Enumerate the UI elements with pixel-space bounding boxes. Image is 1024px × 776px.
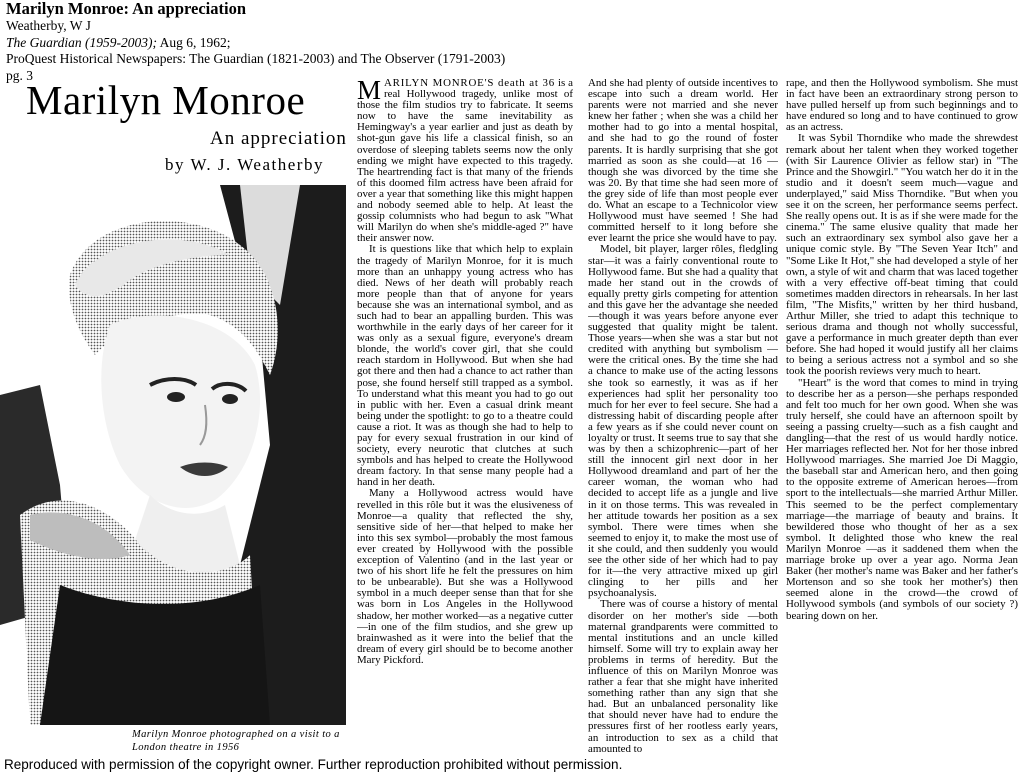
column-2-para-3: There was of course a history of mental disorder on her mother's side —both maternal grandparents were committed to mental institutions and an uncle killed himself. Some will try to explain away her problems in terms of heredity. But the influence of this on Marilyn Monroe was rather a fear that she might have inherited something rather than any sign that she had. But an unbalanced personality like that should never have had to endure the pressures first of her rootless early years, an introduction to sex as a child that amounted to <box>588 598 778 754</box>
article-title: Marilyn Monroe <box>26 77 306 123</box>
column-2-para-2: Model, bit player, larger rôles, fledgling star—it was a fairly conventional route to Hollywood fame. But she had a quality that made her stand out in the crowds of equally pretty girls competing for attention and this gave her the advantage she needed—though it was years before anyone ever suggested that quality might be talent. Those years—when she was a star but not credited with anything but symbolism —were the critical ones. By the time she had a chance to make use of the acting lessons she took so earnestly, it was as if her experiences had split her personality too much for her ever to feel secure. She had a distressing habit of discarding people after a few years as if she could never count on loyalty or trust. It seems true to say that she was by then a schizophrenic—part of her still the innocent girl next door in her Hollywood dreamland and part of her the career woman, the woman who had decided to accept life as a jungle and live in it on those terms. This was revealed in her attitude towards her position as a sex symbol. There were times when she seemed to enjoy it, to make the most use of it she could, and then suddenly you would see the other side of her which had to pay for it—the very attractive mixed up girl clinging to her pills and her psychoanalysis. <box>588 243 778 600</box>
column-3-para-3: "Heart" is the word that comes to mind in trying to describe her as a person—she perhaps responded and felt too much for her own good. When she was truly herself, she could have an afternoon spoilt by seeing a passing cruelty—such as a fish caught and dangling—that the rest of us would hardly notice. Her marriages reflected her. Not for her those inbred Hollywood marriages. She married Joe Di Maggio, the baseball star and American hero, and then going to the opposite extreme of American heroes—from sport to the intellectuals—she married Arthur Miller. This seemed to be the perfect complementary marriage—the marriage of beauty and brains. It bewildered those who thought of her as a sex symbol. It delighted those who knew the real Marilyn Monroe —as it saddened them when the marriage broke up over a year ago. Norma Jean Baker (her mother's name was Baker and her father's Mortenson and so she took her mother's) then seemed alone in the crowd—the crowd of Hollywood symbols (and symbols of our society ?) bearing down on her. <box>786 376 1018 622</box>
article-subtitle: An appreciation <box>210 128 347 149</box>
citation-header <box>6 0 706 84</box>
drop-cap: M <box>357 78 382 105</box>
article-column-3 <box>786 78 1018 754</box>
column-1-para-3: Many a Hollywood actress would have revelled in this rôle but it was the elusiveness of Monroe—a quality that reflected the shy, sensitive side of her—that helped to make her into this sex symbol—probably the most famous ever created by Hollywood with the possible exception of Valentino (and in the last year or two of his short life he felt the pressures on him to be unbearable). But she was a Hollywood symbol in a much deeper sense than that for she was born in Los Angeles in the Hollywood shadow, her mother worked—as a negative cutter—in one of the film studios, and she grew up brainwashed as it were into the belief that the dream of every girl should be to become another Mary Pickford. <box>357 487 573 666</box>
article-column-1 <box>357 78 573 754</box>
lead-caps: ARILYN MONROE'S death at 36 <box>384 78 555 89</box>
copyright-notice: Reproduced with permission of the copyright owner. Further reproduction prohibited without permission. <box>4 757 623 772</box>
citation-source-line <box>6 35 706 52</box>
article-photo <box>0 185 346 725</box>
citation-source: The Guardian (1959-2003); <box>6 34 157 50</box>
column-1-lead <box>357 78 573 244</box>
column-1-para-1: is a real Hollywood tragedy, unlike most of those the film studios try to fabricate. It seems now to have the same inevitability as Hemingway's a year earlier and just as death by shot-gun gave his life a classical finish, so an overdose of sleeping tablets seems now the only ending we might have expected to this tragedy. The heartrending fact is that many of the friends of this doomed film actress have been afraid for over a year that something like this might happen and nobody seemed able to help. At least the gossip columnists who had begun to ask "What will Marilyn do when she's middle-aged ?" have their answer now. <box>357 78 573 245</box>
article-column-2 <box>588 78 778 754</box>
photo-caption: Marilyn Monroe photographed on a visit to a London theatre in 1956 <box>132 729 340 753</box>
column-3-para-1: rape, and then the Hollywood symbolism. She must in fact have been an extraordinary strong person to have pulled herself up from such beginnings and to have endured so long and to have continued to grow as an actress. <box>786 78 1018 134</box>
citation-headline: Marilyn Monroe: An appreciation <box>6 0 247 18</box>
column-2-para-1: And she had plenty of outside incentives to escape into such a dream world. Her parents were not married and she never knew her father ; when she was a child her mother had to go into a mental hospital, and she had to go the round of foster parents. It is hardly surprising that she got married as soon as she could—at 16 —though she was divorced by the time she was 20. By that time she had seen more of the grey side of life than most people ever do. What an escape to a Technicolor view Hollywood must have seemed ! She had committed herself to it long before she ever learnt the price she would have to pay. <box>588 78 778 245</box>
column-1-para-2: It is questions like that which help to explain the tragedy of Marilyn Monroe, for it is much more than an unhappy young actress who has died. News of her death will probably reach more people than that of anyone for years because she was an international symbol, and as such had to bear an appalling burden. This was worthwhile in the early days of her career for it was only as a sexual figure, everyone's dream blonde, the world's cover girl, that she could reach stardom in Hollywood. But when she had got there and then had a chance to act rather than pose, she found herself still trapped as a symbol. To understand what this meant you had to go out in public with her. Even a casual drink meant being under the spotlight: to go to a theatre could cause a riot. It was as though she had to help to pay for every sexual frustration in our kind of society, every neurotic that clutches at such symbols and has helped to create the Hollywood dream factory. In that sense many people had a hand in her death. <box>357 243 573 489</box>
photo-illustration <box>0 185 346 725</box>
citation-database: ProQuest Historical Newspapers: The Guardian (1821-2003) and The Observer (1791-2003) <box>6 51 506 66</box>
citation-date: Aug 6, 1962; <box>159 34 231 50</box>
citation-page: pg. 3 <box>6 67 33 83</box>
citation-author: Weatherby, W J <box>6 18 91 33</box>
article-byline: by W. J. Weatherby <box>165 155 324 174</box>
column-3-para-2: It was Sybil Thorndike who made the shrewdest remark about her talent when they worked together (with Sir Laurence Olivier as fellow star) in "The Prince and the Showgirl." "You watch her do it in the studio and it doesn't seem much—vague and underplayed," said Miss Thorndike. "But when you see it on the screen, her performance seems perfect. She really opens out. It is as if she were made for the cinema." The same elusive quality that made her such an extraordinary sex symbol also gave her a unique comic style. By "The Seven Year Itch" and "Some Like It Hot," she had developed a style of her own, a style of wit and charm that was laced together with a very effective off-beat timing that could sometimes madden directors in rehearsals. In her last film, "The Misfits," written by her third husband, Arthur Miller, she tried to adapt this technique to serious drama and though not wholly successful, gave a performance in much greater depth than ever before. She had hoped it would justify all her claims to being a serious actress not a symbol and so she took the poorish reviews very much to heart. <box>786 132 1018 378</box>
